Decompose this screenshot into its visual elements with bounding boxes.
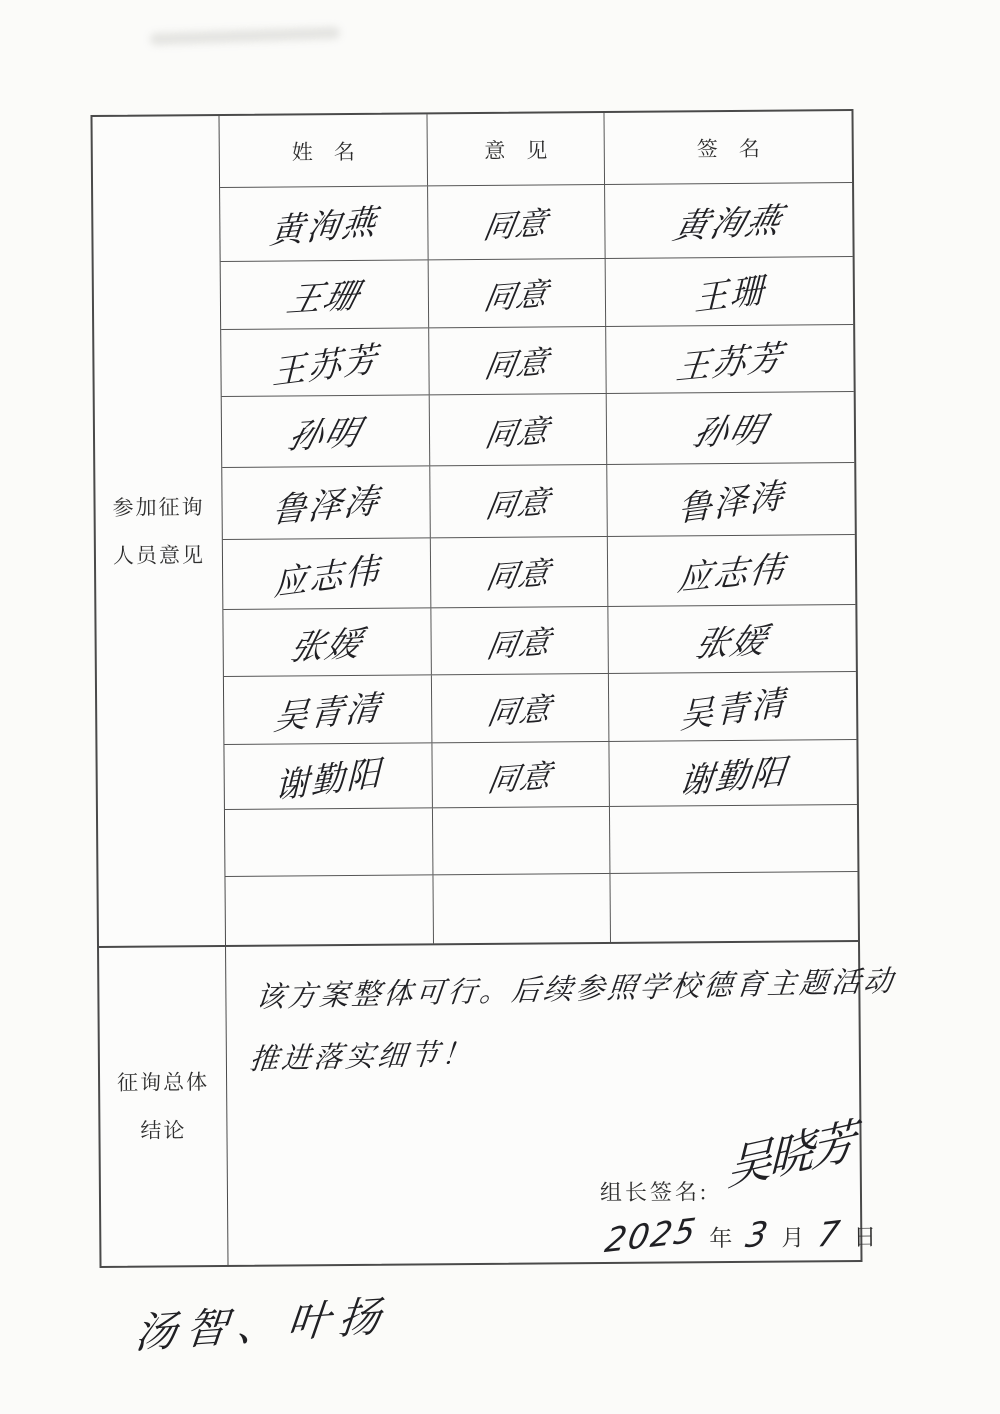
table-row (221, 325, 854, 397)
table-row (220, 183, 853, 262)
name-cell (225, 875, 434, 945)
column-header-signature: 签 名 (696, 136, 760, 161)
table-row (223, 535, 856, 610)
year-unit: 年 (709, 1225, 735, 1252)
name-cell (222, 395, 431, 467)
name-cell (225, 808, 434, 876)
conclusion-content-cell (226, 942, 898, 1265)
handwritten-opinion: 同意 (480, 204, 551, 247)
handwritten-name: 张媛 (284, 623, 368, 669)
handwritten-signature: 谢勤阳 (676, 751, 789, 802)
handwritten-signature: 张媛 (689, 620, 773, 666)
name-cell (221, 328, 430, 396)
opinion-cell (433, 807, 611, 874)
signature-cell (608, 535, 856, 606)
handwritten-opinion: 同意 (481, 343, 552, 386)
leader-signature-label: 组长签名: (599, 1179, 710, 1206)
handwritten-name: 吴青清 (271, 687, 384, 739)
opinion-cell (430, 465, 608, 537)
handwritten-name: 王珊 (282, 275, 365, 321)
handwritten-signature: 应志伟 (675, 548, 788, 600)
year-value: 2025 (602, 1209, 701, 1261)
signature-cell (606, 325, 854, 393)
column-header-name: 姓 名 (219, 114, 428, 187)
opinion-cell (429, 327, 607, 394)
name-cell (222, 466, 431, 539)
signature-cell (607, 392, 855, 464)
day-unit: 日 (853, 1224, 879, 1251)
handwritten-signature: 王苏芳 (673, 337, 786, 388)
opinion-cell (432, 674, 610, 742)
header-row (219, 111, 852, 188)
opinion-cell (432, 742, 609, 807)
opinion-cell (430, 394, 608, 465)
opinion-cell (428, 185, 606, 259)
conclusion-line-2: 推进落实细节！ (248, 1036, 476, 1077)
handwritten-signature: 鲁泽涛 (677, 475, 785, 531)
handwritten-opinion: 同意 (484, 690, 555, 733)
name-cell (224, 743, 432, 809)
handwritten-opinion: 同意 (484, 623, 555, 665)
conclusion-row-label: 征询总体结论 (99, 947, 228, 1266)
handwritten-opinion: 同意 (481, 275, 552, 318)
signature-cell (609, 672, 857, 741)
name-cell (221, 260, 430, 329)
conclusion-section (99, 940, 898, 1266)
table-row (224, 740, 856, 810)
name-cell (220, 186, 429, 261)
handwritten-opinion: 同意 (485, 757, 556, 799)
month-unit: 月 (781, 1225, 807, 1251)
opinion-cell (431, 537, 609, 607)
opinion-cell (429, 259, 607, 327)
handwritten-opinion: 同意 (482, 483, 553, 526)
handwritten-name: 应志伟 (272, 550, 381, 605)
table-row (221, 257, 854, 330)
handwritten-signature: 黄洵燕 (668, 200, 788, 248)
handwritten-signature: 吴青清 (678, 682, 787, 738)
table-row (223, 605, 856, 677)
month-value: 3 (742, 1213, 773, 1256)
scan-smudge (150, 27, 340, 46)
bottom-handwritten-note: 汤智、叶扬 (132, 1290, 393, 1359)
table-row-empty (225, 805, 858, 877)
handwritten-opinion: 同意 (482, 412, 553, 455)
table-row (224, 672, 857, 745)
participants-row-label: 参加征询人员意见 (92, 116, 226, 946)
name-cell (223, 538, 432, 609)
table-row-empty (225, 872, 858, 945)
opinion-cell (431, 607, 609, 674)
handwritten-name: 黄洵燕 (267, 201, 380, 253)
signature-cell (609, 740, 856, 806)
date-line (596, 1209, 881, 1261)
table-row (222, 463, 855, 540)
signature-cell (607, 463, 855, 536)
handwritten-name: 谢勤阳 (274, 752, 382, 807)
signature-cell (608, 605, 856, 673)
conclusion-line-1: 该方案整体可行。后续参照学校德育主题活动 (254, 963, 898, 1014)
signature-cell (605, 183, 853, 258)
signature-cell (610, 805, 858, 873)
table-row (222, 392, 855, 468)
column-header-opinion: 意 见 (427, 113, 605, 185)
day-value: 7 (814, 1212, 845, 1256)
signature-cell (610, 872, 858, 942)
handwritten-name: 鲁泽涛 (269, 480, 382, 532)
handwritten-name: 王苏芳 (271, 338, 379, 393)
leader-handwritten-signature: 吴晓芳 (726, 1112, 854, 1197)
signature-cell (606, 257, 854, 326)
handwritten-signature: 王珊 (693, 270, 766, 320)
handwritten-name: 孙明 (283, 412, 366, 458)
conclusion-handwritten-text (247, 951, 898, 1091)
name-cell (224, 675, 433, 744)
consultation-form-table (90, 109, 898, 1268)
name-cell (223, 608, 432, 676)
handwritten-opinion: 同意 (483, 554, 554, 597)
participants-section (92, 111, 857, 946)
handwritten-signature: 孙明 (688, 409, 771, 455)
participants-grid (219, 111, 857, 945)
opinion-cell (433, 874, 611, 943)
